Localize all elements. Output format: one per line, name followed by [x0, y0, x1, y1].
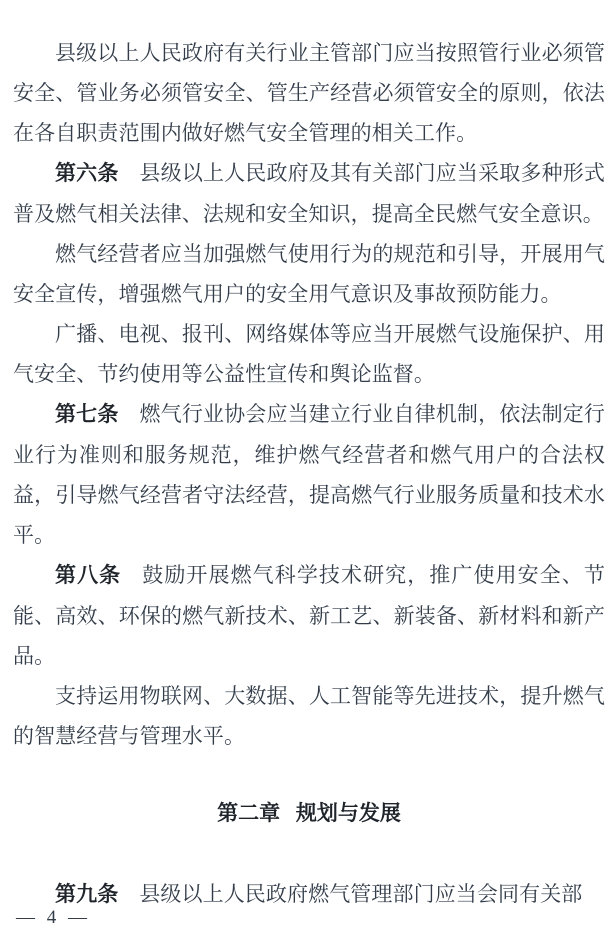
paragraph-text: 县级以上人民政府及其有关部门应当采取多种形式普及燃气相关法律、法规和安全知识，提高全民燃气安全意识。 — [13, 161, 605, 226]
paragraph-text: 鼓励开展燃气科学技术研究，推广使用安全、节能、高效、环保的燃气新技术、新工艺、新装备、新材料和新产品。 — [13, 563, 605, 668]
paragraph-text: 支持运用物联网、大数据、人工智能等先进技术，提升燃气的智慧经营与管理水平。 — [13, 684, 605, 748]
paragraph — [13, 314, 605, 394]
paragraph — [13, 153, 605, 234]
chapter-title: 规划与发展 — [295, 802, 401, 825]
chapter-heading — [13, 794, 605, 834]
article-number: 第八条 — [55, 564, 122, 587]
article-number: 第七条 — [55, 403, 119, 426]
article-number: 第六条 — [55, 162, 119, 185]
paragraph — [13, 33, 605, 153]
paragraph — [13, 874, 605, 915]
paragraph — [13, 676, 605, 756]
paragraph-text: 燃气经营者应当加强燃气使用行为的规范和引导，开展用气安全宣传，增强燃气用户的安全用气意识及事故预防能力。 — [13, 242, 605, 306]
page-number: — 4 — — [16, 907, 87, 928]
paragraph-text: 县级以上人民政府有关行业主管部门应当按照管行业必须管安全、管业务必须管安全、管生产经营必须管安全的原则，依法在各自职责范围内做好燃气安全管理的相关工作。 — [13, 41, 605, 145]
paragraph-text: 县级以上人民政府燃气管理部门应当会同有关部 — [139, 882, 583, 906]
paragraph-text: 广播、电视、报刊、网络媒体等应当开展燃气设施保护、用气安全、节约使用等公益性宣传和舆论监督。 — [13, 322, 605, 386]
paragraph — [13, 555, 605, 676]
chapter-number: 第二章 — [217, 802, 281, 825]
paragraph-text: 燃气行业协会应当建立行业自律机制，依法制定行业行为准则和服务规范，维护燃气经营者和燃气用户的合法权益，引导燃气经营者守法经营，提高燃气行业服务质量和技术水平。 — [13, 402, 605, 547]
article-number: 第九条 — [55, 883, 119, 906]
paragraph — [13, 394, 605, 555]
paragraph — [13, 234, 605, 314]
